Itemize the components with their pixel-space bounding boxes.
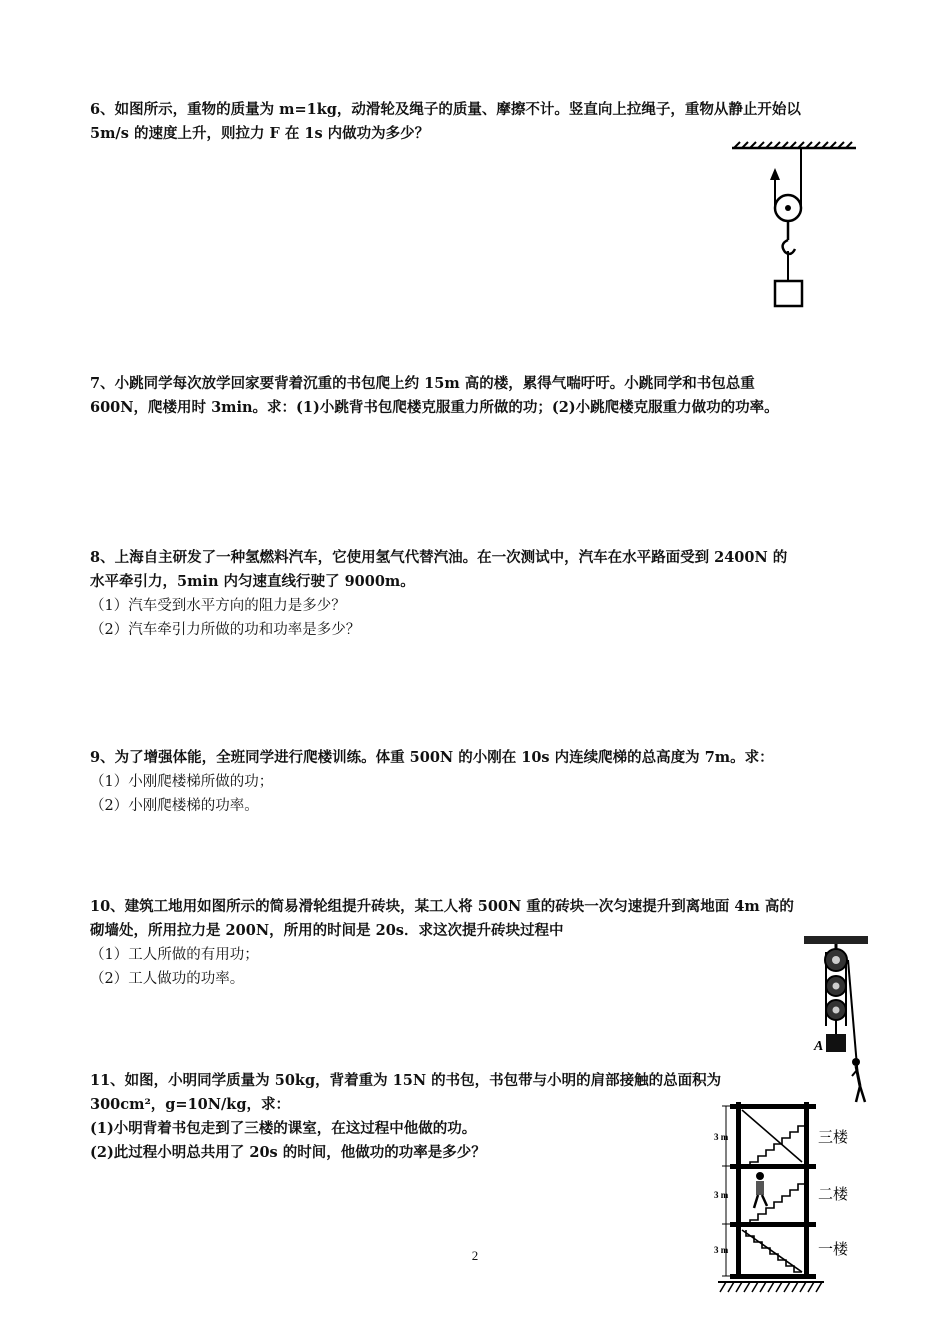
- question-line: 300cm²，g=10N/kg，求：: [90, 1096, 290, 1113]
- sub-question: （1）小刚爬楼梯所做的功；: [90, 774, 274, 790]
- floor-label: 一楼: [818, 1240, 849, 1258]
- height-label: 3 m: [714, 1132, 729, 1142]
- pulley-block-figure: [800, 930, 872, 1106]
- pulley-label: A: [814, 1039, 824, 1054]
- height-label: 3 m: [714, 1190, 729, 1200]
- floor-label: 三楼: [818, 1128, 849, 1146]
- question-7: [90, 372, 865, 420]
- question-line: 8、上海自主研发了一种氢燃料汽车，它使用氢气代替汽油。在一次测试中，汽车在水平路面受到 2400N 的: [90, 549, 788, 566]
- question-9: [90, 746, 865, 818]
- question-line: 5m/s 的速度上升，则拉力 F 在 1s 内做功为多少？: [90, 125, 430, 142]
- question-8: [90, 546, 865, 642]
- question-11: [90, 1069, 790, 1165]
- question-line: 9、为了增强体能，全班同学进行爬楼训练。体重 500N 的小刚在 10s 内连续爬梯的总高度为 7m。求：: [90, 749, 774, 766]
- question-line: 7、小跳同学每次放学回家要背着沉重的书包爬上约 15m 高的楼，累得气喘吁吁。小跳同学和书包总重: [90, 375, 755, 392]
- question-line: (1)小明背着书包走到了三楼的课室，在这过程中他做的功。: [90, 1120, 477, 1137]
- sub-question: （1）汽车受到水平方向的阻力是多少？: [90, 598, 346, 614]
- sub-question: （2）工人做功的功率。: [90, 971, 245, 987]
- question-line: 11、如图，小明同学质量为 50kg，背着重为 15N 的书包，书包带与小明的肩部接触的总面积为: [90, 1072, 722, 1089]
- question-10: [90, 895, 865, 991]
- question-line: (2)此过程小明总共用了 20s 的时间，他做功的功率是多少？: [90, 1144, 486, 1161]
- sub-question: （1）工人所做的有用功；: [90, 947, 259, 963]
- question-line: 10、建筑工地用如图所示的简易滑轮组提升砖块，某工人将 500N 重的砖块一次匀速提升到离地面 4m 高的: [90, 898, 794, 915]
- building-stairs-figure: [712, 1098, 872, 1298]
- question-line: 6、如图所示，重物的质量为 m=1kg，动滑轮及绳子的质量、摩擦不计。竖直向上拉绳子，重物从静止开始以: [90, 101, 801, 118]
- page-number: 2: [471, 1248, 479, 1263]
- sub-question: （2）汽车牵引力所做的功和功率是多少？: [90, 622, 361, 638]
- height-label: 3 m: [714, 1245, 729, 1255]
- floor-label: 二楼: [818, 1185, 849, 1203]
- question-line: 砌墙处，所用拉力是 200N，所用的时间是 20s．求这次提升砖块过程中: [90, 922, 564, 939]
- movable-pulley-figure: [728, 138, 860, 314]
- question-line: 水平牵引力，5min 内匀速直线行驶了 9000m。: [90, 573, 415, 590]
- question-line: 600N，爬楼用时 3min。求：(1)小跳背书包爬楼克服重力所做的功；(2)小跳爬楼克服重力做功的功率。: [90, 399, 779, 416]
- sub-question: （2）小刚爬楼梯的功率。: [90, 798, 259, 814]
